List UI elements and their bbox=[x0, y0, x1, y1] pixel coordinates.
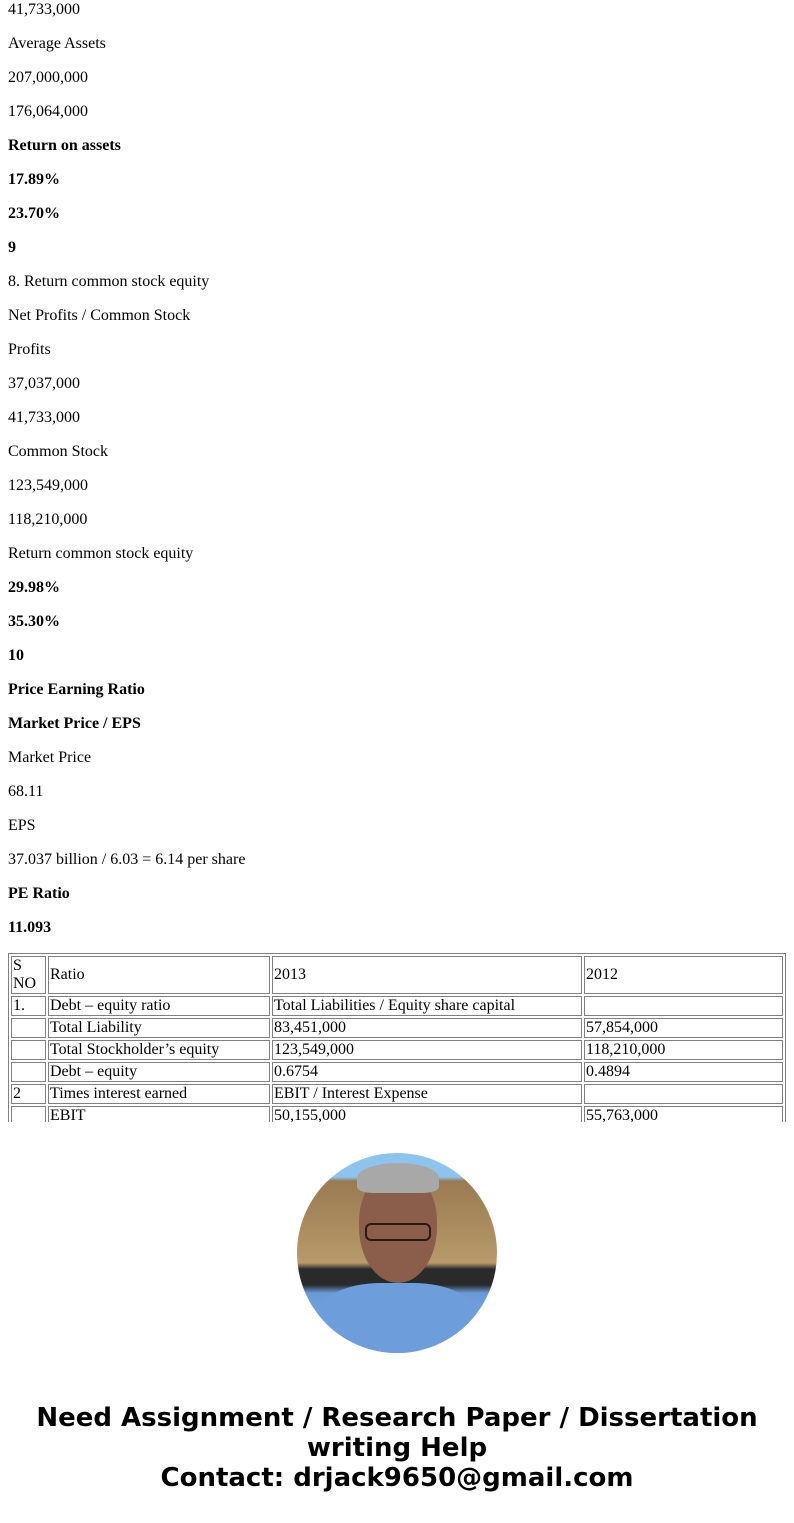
table-cell: 50,155,000 bbox=[272, 1106, 582, 1122]
photo-shirt bbox=[317, 1283, 477, 1353]
table-cell: 0.4894 bbox=[584, 1062, 783, 1082]
paragraph: 9 bbox=[8, 239, 16, 256]
table-cell bbox=[11, 1040, 46, 1060]
paragraph: Profits bbox=[8, 341, 51, 358]
paragraph: 37.037 billion / 6.03 = 6.14 per share bbox=[8, 851, 246, 868]
table-cell bbox=[11, 1018, 46, 1038]
table-cell bbox=[584, 1084, 783, 1104]
table-cell: 2 bbox=[11, 1084, 46, 1104]
table-cell: Total Liability bbox=[48, 1018, 270, 1038]
table-header-row bbox=[11, 956, 783, 994]
table-cell: EBIT / Interest Expense bbox=[272, 1084, 582, 1104]
paragraph: Return common stock equity bbox=[8, 545, 194, 562]
paragraph: 11.093 bbox=[8, 919, 52, 936]
table-cell: 2012 bbox=[584, 956, 783, 994]
document-body bbox=[8, 0, 786, 1122]
table-row bbox=[11, 1084, 783, 1104]
promo-section bbox=[0, 1153, 794, 1493]
promo-message bbox=[0, 1403, 794, 1493]
table-cell: Total Liabilities / Equity share capital bbox=[272, 996, 582, 1016]
paragraph: PE Ratio bbox=[8, 885, 70, 902]
table-cell: 1. bbox=[11, 996, 46, 1016]
paragraph: 41,733,000 bbox=[8, 1, 80, 18]
table-cell bbox=[11, 1062, 46, 1082]
table-row bbox=[11, 1062, 783, 1082]
table-cell bbox=[584, 996, 783, 1016]
paragraph: Average Assets bbox=[8, 35, 106, 52]
paragraph: 118,210,000 bbox=[8, 511, 88, 528]
paragraph: Market Price / EPS bbox=[8, 715, 141, 732]
table-cell: S NO bbox=[11, 956, 46, 994]
paragraph: Price Earning Ratio bbox=[8, 681, 145, 698]
paragraph: 37,037,000 bbox=[8, 375, 80, 392]
table-cell: 118,210,000 bbox=[584, 1040, 783, 1060]
promo-line-1: Need Assignment / Research Paper / Dissertation writing Help bbox=[36, 1403, 758, 1463]
table-cell: Times interest earned bbox=[48, 1084, 270, 1104]
paragraph: Common Stock bbox=[8, 443, 109, 460]
table-cell: 55,763,000 bbox=[584, 1106, 783, 1122]
table-row bbox=[11, 1018, 783, 1038]
table-cell bbox=[11, 1106, 46, 1122]
paragraph: 41,733,000 bbox=[8, 409, 80, 426]
table-row bbox=[11, 1106, 783, 1122]
paragraph: 17.89% bbox=[8, 171, 60, 188]
paragraph: EPS bbox=[8, 817, 36, 834]
table-cell: 2013 bbox=[272, 956, 582, 994]
paragraph: 123,549,000 bbox=[8, 477, 88, 494]
table-cell: EBIT bbox=[48, 1106, 270, 1122]
paragraph: 29.98% bbox=[8, 579, 60, 596]
paragraph: Return on assets bbox=[8, 137, 121, 154]
table-row bbox=[11, 996, 783, 1016]
table-cell: Debt – equity bbox=[48, 1062, 270, 1082]
paragraph: 23.70% bbox=[8, 205, 60, 222]
paragraph: 35.30% bbox=[8, 613, 60, 630]
table-cell: 57,854,000 bbox=[584, 1018, 783, 1038]
table-row bbox=[11, 1040, 783, 1060]
table-cell: 83,451,000 bbox=[272, 1018, 582, 1038]
table-cell: Total Stockholder’s equity bbox=[48, 1040, 270, 1060]
photo-hair bbox=[357, 1163, 439, 1193]
paragraph: Net Profits / Common Stock bbox=[8, 307, 191, 324]
paragraph: Market Price bbox=[8, 749, 92, 766]
paragraph: 207,000,000 bbox=[8, 69, 88, 86]
promo-contact: Contact: drjack9650@gmail.com bbox=[160, 1463, 634, 1493]
paragraph: 68.11 bbox=[8, 783, 44, 800]
table-cell: Ratio bbox=[48, 956, 270, 994]
author-photo bbox=[297, 1153, 497, 1353]
paragraph: 8. Return common stock equity bbox=[8, 273, 210, 290]
photo-glasses bbox=[365, 1223, 431, 1241]
table-cell: Debt – equity ratio bbox=[48, 996, 270, 1016]
paragraph: 176,064,000 bbox=[8, 103, 88, 120]
ratio-table bbox=[8, 953, 786, 1122]
table-cell: 0.6754 bbox=[272, 1062, 582, 1082]
paragraph: 10 bbox=[8, 647, 24, 664]
table-cell: 123,549,000 bbox=[272, 1040, 582, 1060]
paragraph-list bbox=[8, 1, 786, 937]
